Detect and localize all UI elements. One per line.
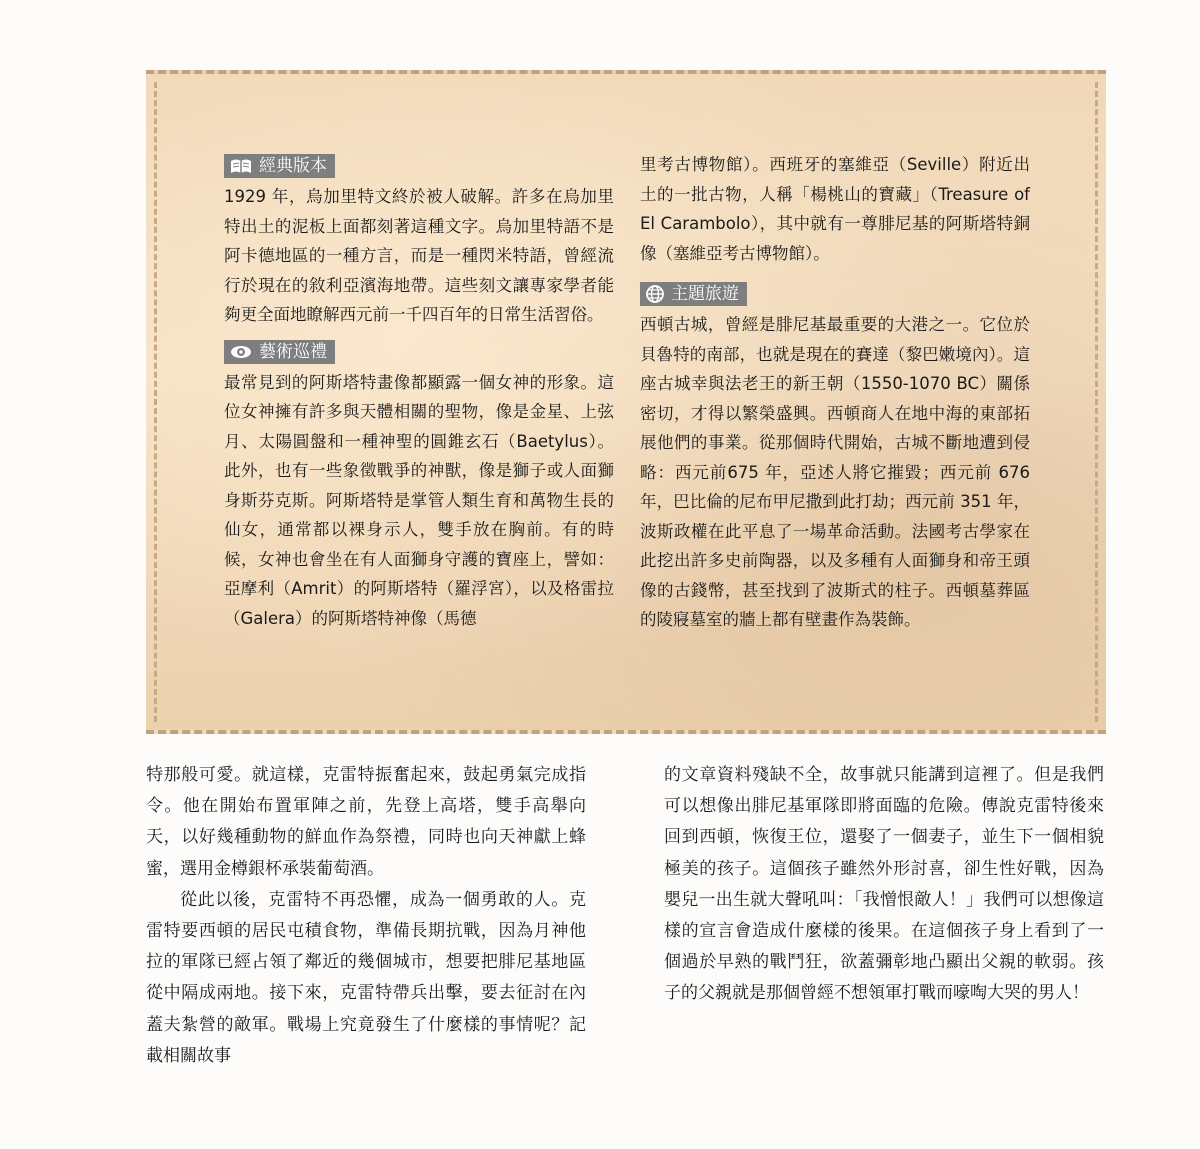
book-icon bbox=[229, 158, 253, 174]
theme-travel-heading bbox=[640, 282, 747, 306]
classic-version-heading-label: 經典版本 bbox=[259, 156, 327, 176]
body-right-column bbox=[664, 760, 1104, 1010]
classic-version-heading bbox=[224, 154, 335, 178]
sidebar-right-column bbox=[640, 150, 1030, 635]
art-tour-text-continued: 里考古博物館）。西班牙的塞維亞（Seville）附近出土的一批古物，人稱「楊桃山的寶藏」（Treasure of El Carambolo），其中就有一尊腓尼基的阿斯塔特銅像（塞維亞考古博物館）。 bbox=[640, 155, 1030, 263]
classic-version-text: 1929 年，烏加里特文終於被人破解。許多在烏加里特出土的泥板上面都刻著這種文字。烏加里特語不是阿卡德地區的一種方言，而是一種閃米特語，曾經流行於現在的敘利亞濱海地帶。這些刻文讓專家學者能夠更全面地瞭解西元前一千四百年的日常生活習俗。 bbox=[224, 187, 614, 324]
art-tour-heading bbox=[224, 340, 335, 364]
sidebar-left-column bbox=[224, 154, 614, 633]
theme-travel-heading-label: 主題旅遊 bbox=[671, 284, 739, 304]
body-paragraph: 特那般可愛。就這樣，克雷特振奮起來，鼓起勇氣完成指令。他在開始布置軍陣之前，先登上高塔，雙手高舉向天，以好幾種動物的鮮血作為祭禮，同時也向天神獻上蜂蜜，選用金樽銀杯承裝葡萄酒。 bbox=[146, 765, 586, 879]
eye-icon bbox=[229, 344, 253, 360]
sidebar-box bbox=[146, 70, 1106, 734]
theme-travel-text: 西頓古城，曾經是腓尼基最重要的大港之一。它位於貝魯特的南部，也就是現在的賽達（黎巴嫩境內）。這座古城幸與法老王的新王朝（1550-1070 BC）關係密切，才得以繁榮盛興。西頓商人在地中海的東部拓展他們的事業。從那個時代開始，古城不斷地遭到侵略：西元前675 年，亞述人將它摧毀；西元前 676 年，巴比倫的尼布甲尼撒到此打劫；西元前 351 年，波斯政權在此平息了一場革命活動。法國考古學家在此挖出許多史前陶器，以及多種有人面獅身和帝王頭像的古錢幣，甚至找到了波斯式的柱子。西頓墓葬區的陵寢墓室的牆上都有壁畫作為裝飾。 bbox=[640, 315, 1030, 629]
art-tour-text: 最常見到的阿斯塔特畫像都顯露一個女神的形象。這位女神擁有許多與天體相關的聖物，像是金星、上弦月、太陽圓盤和一種神聖的圓錐玄石（Baetylus）。此外，也有一些象徵戰爭的神獸，像是獅子或人面獅身斯芬克斯。阿斯塔特是掌管人類生育和萬物生長的仙女，通常都以裸身示人，雙手放在胸前。有的時候，女神也會坐在有人面獅身守護的寶座上，譬如：亞摩利（Amrit）的阿斯塔特（羅浮宮），以及格雷拉（Galera）的阿斯塔特神像（馬德 bbox=[224, 372, 614, 628]
body-paragraph: 從此以後，克雷特不再恐懼，成為一個勇敢的人。克雷特要西頓的居民屯積食物，準備長期抗戰，因為月神他拉的軍隊已經占領了鄰近的幾個城市，想要把腓尼基地區從中隔成兩地。接下來，克雷特帶兵出擊，要去征討在內蓋夫紮營的敵軍。戰場上究竟發生了什麼樣的事情呢？記載相關故事 bbox=[146, 889, 586, 1066]
globe-icon bbox=[645, 285, 665, 303]
body-paragraph: 的文章資料殘缺不全，故事就只能講到這裡了。但是我們可以想像出腓尼基軍隊即將面臨的危險。傳說克雷特後來回到西頓，恢復王位，還娶了一個妻子，並生下一個相貌極美的孩子。這個孩子雖然外形討喜，卻生性好戰，因為嬰兒一出生就大聲吼叫：「我憎恨敵人！」我們可以想像這樣的宣言會造成什麼樣的後果。在這個孩子身上看到了一個過於早熟的戰鬥狂，欲蓋彌彰地凸顯出父親的軟弱。孩子的父親就是那個曾經不想領軍打戰而嚎啕大哭的男人！ bbox=[664, 765, 1104, 1004]
art-tour-heading-label: 藝術巡禮 bbox=[259, 341, 327, 362]
body-left-column bbox=[146, 760, 586, 1072]
